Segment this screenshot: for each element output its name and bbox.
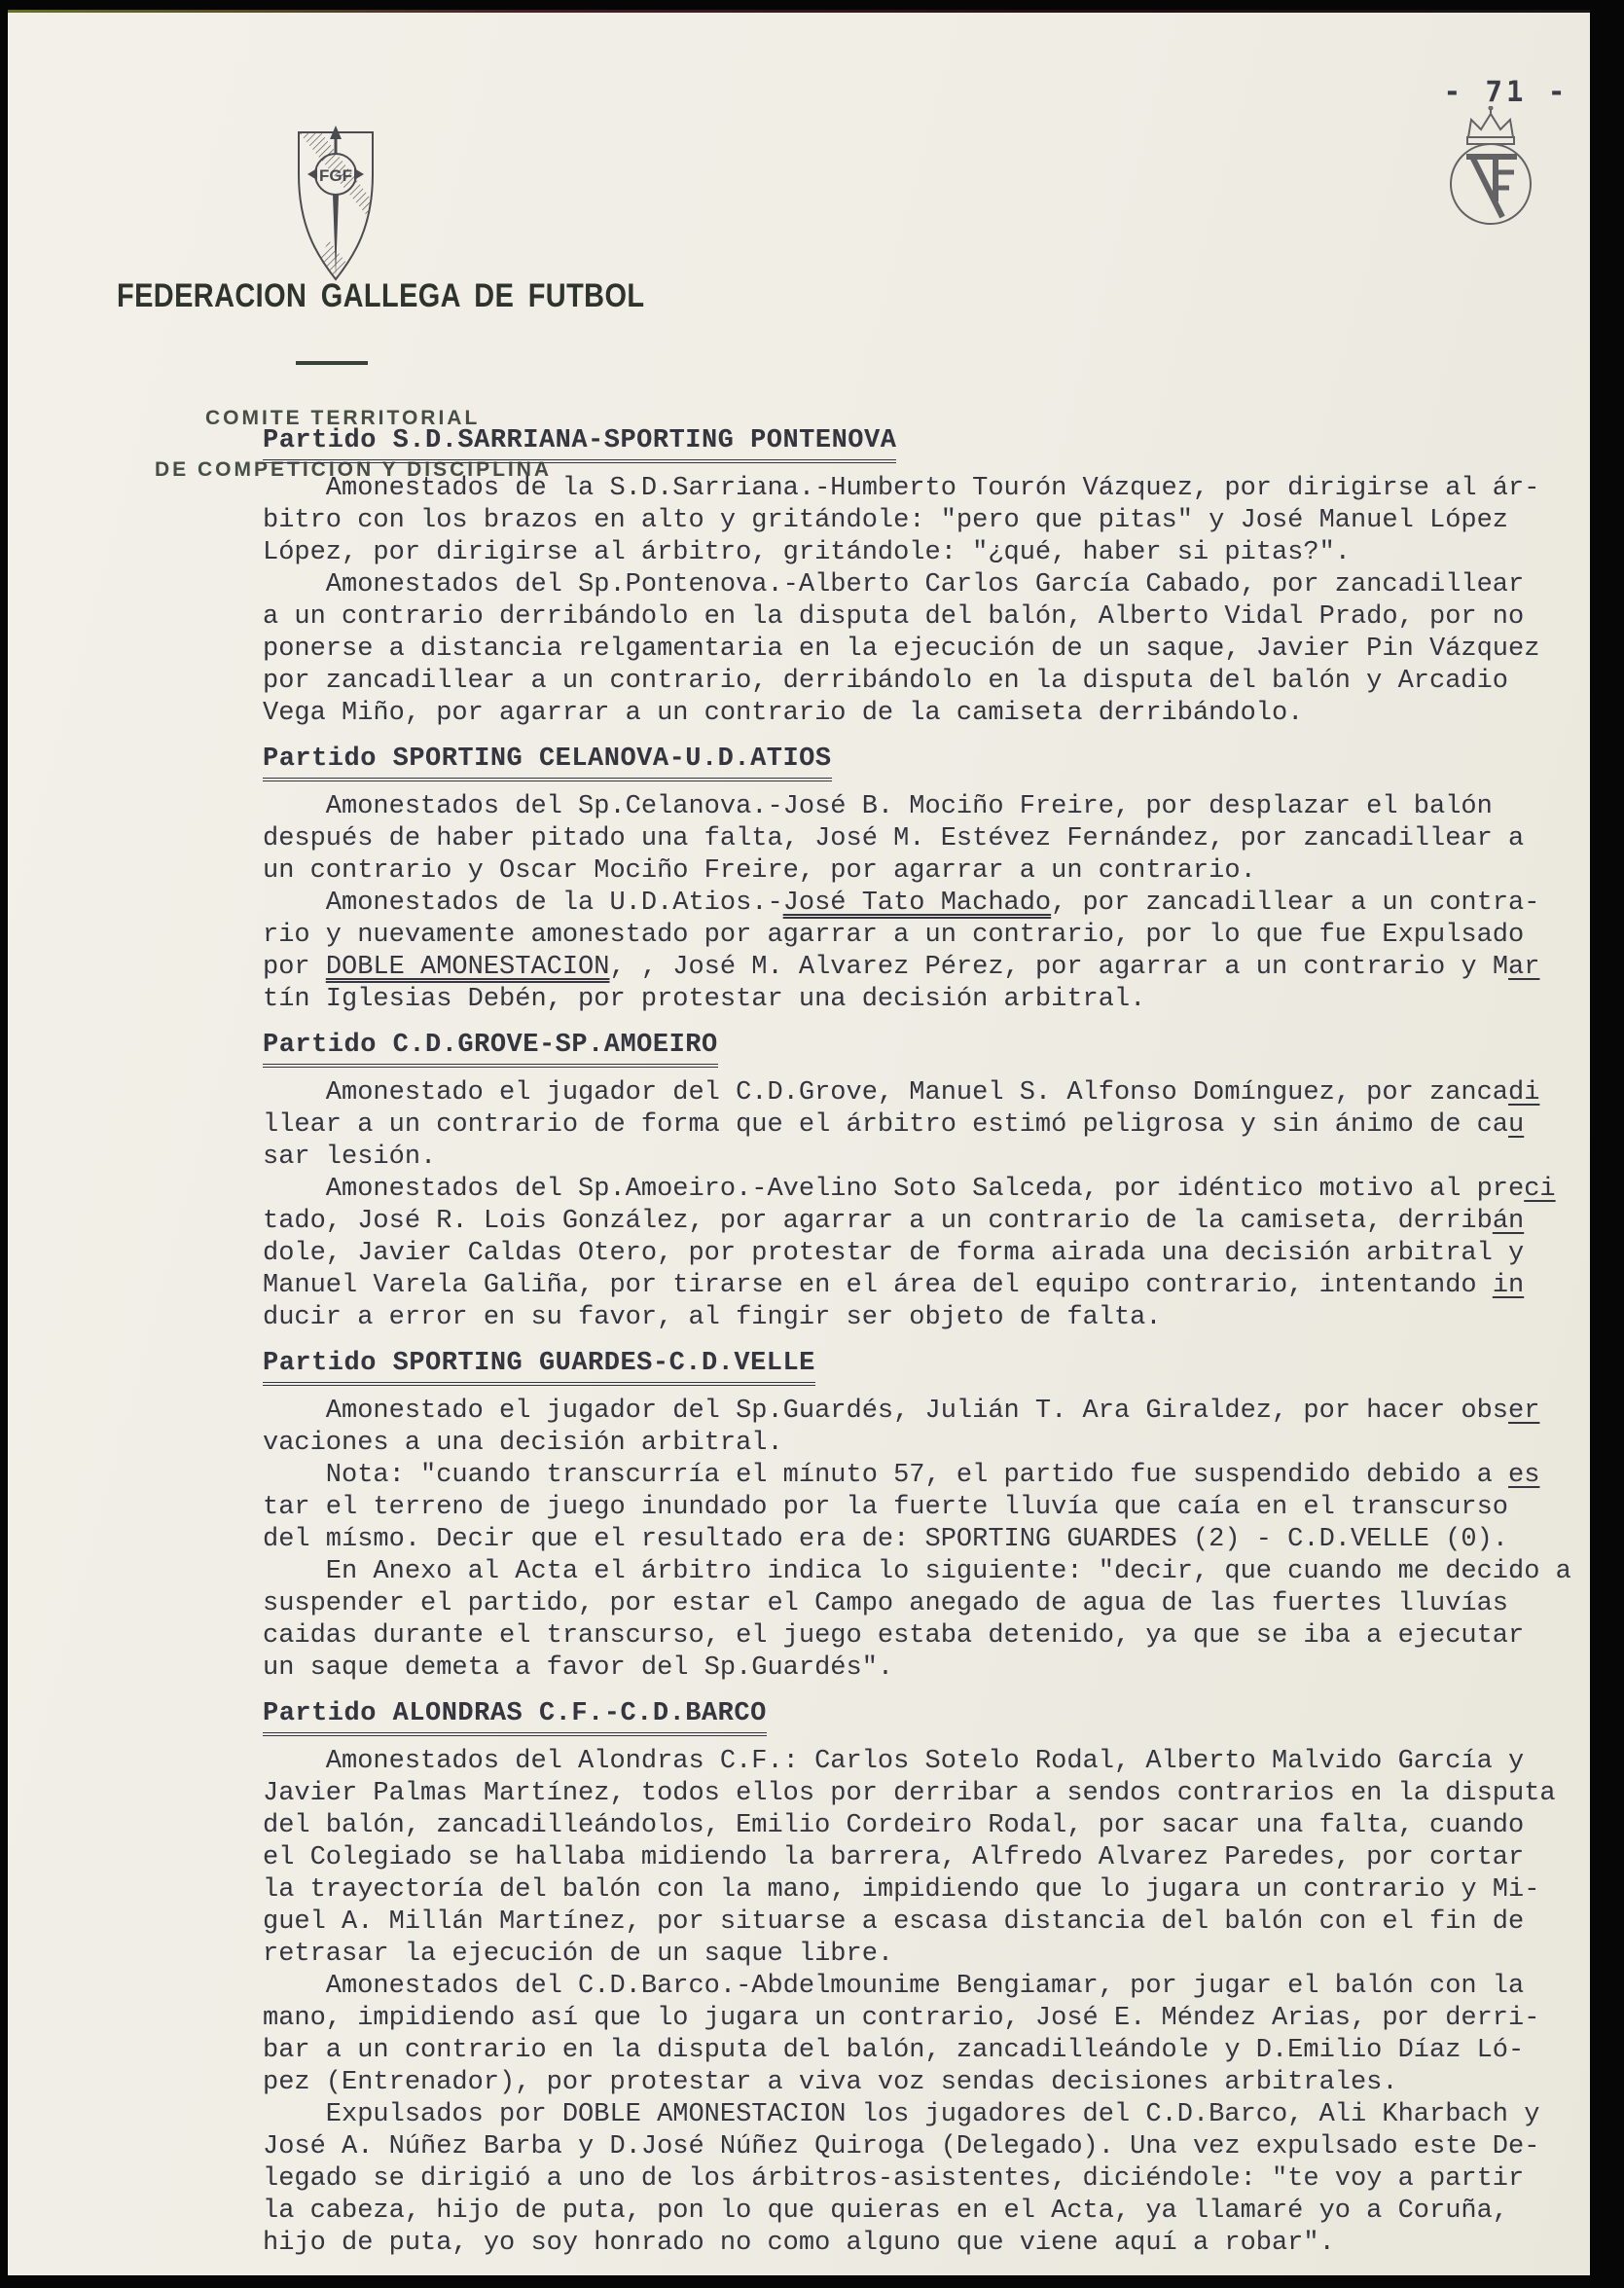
text-line: Nota: "cuando transcurría el mínuto 57, el partido fue suspendido debido a es [263, 1461, 1540, 1490]
text-line: tar el terreno de juego inundado por la fuerte lluvía que caía en el transcurso [263, 1493, 1509, 1522]
text-line: ducir a error en su favor, al fingir ser objeto de falta. [263, 1303, 1162, 1332]
text-line: después de haber pitado una falta, José M. Estévez Fernández, por zancadillear a [263, 824, 1525, 853]
double-underlined-text: José Tato Machado [782, 889, 1052, 918]
text-line: Amonestados del Alondras C.F.: Carlos Sotelo Rodal, Alberto Malvido García y [263, 1747, 1525, 1776]
section-heading-wrap [263, 1030, 1596, 1068]
text-line: Amonestado el jugador del C.D.Grove, Manuel S. Alfonso Domínguez, por zancadi [263, 1078, 1540, 1108]
text-line: mano, impidiendo así que lo jugara un contrario, José E. Méndez Arias, por derri- [263, 2004, 1540, 2033]
text-line: llear a un contrario de forma que el árbitro estimó peligrosa y sin ánimo de cau [263, 1110, 1525, 1140]
double-underlined-text: DOBLE AMONESTACION [325, 953, 610, 982]
section-heading-wrap [263, 1348, 1596, 1386]
underlined-text: ci [1524, 1175, 1556, 1204]
text-line: rio y nuevamente amonestado por agarrar a un contrario, por lo que fue Expulsado [263, 921, 1525, 950]
text-line: por DOBLE AMONESTACION, , José M. Alvarez Pérez, por agarrar a un contrario y Mar [263, 953, 1540, 982]
text-line: En Anexo al Acta el árbitro indica lo siguiente: "decir, que cuando me decido a [263, 1557, 1571, 1586]
underlined-text: ar [1508, 953, 1540, 982]
text-line: pez (Entrenador), por protestar a viva voz sendas decisiones arbitrales. [263, 2068, 1398, 2097]
text-line: guel A. Millán Martínez, por situarse a escasa distancia del balón con el fin de [263, 1907, 1525, 1937]
page-number: - 71 - [1443, 75, 1570, 108]
section-heading-wrap [263, 1698, 1596, 1736]
section-heading: Partido C.D.GROVE-SP.AMOEIRO [263, 1030, 718, 1068]
text-line: Amonestados del Sp.Celanova.-José B. Mociño Freire, por desplazar el balón [263, 792, 1493, 821]
text-line: la trayectoría del balón con la mano, impidiendo que lo jugara un contrario y Mi- [263, 1875, 1540, 1905]
text-line: del mísmo. Decir que el resultado era de: SPORTING GUARDES (2) - C.D.VELLE (0). [263, 1525, 1509, 1554]
text-line: tín Iglesias Debén, por protestar una decisión arbitral. [263, 985, 1146, 1014]
section-heading: Partido ALONDRAS C.F.-C.D.BARCO [263, 1698, 767, 1736]
text-line: un saque demeta a favor del Sp.Guardés". [263, 1653, 894, 1683]
text-line: hijo de puta, yo soy honrado no como alguno que viene aquí a robar". [263, 2229, 1335, 2258]
document-body [263, 412, 1596, 2260]
underlined-text: án [1492, 1207, 1525, 1236]
text-line: sar lesión. [263, 1143, 437, 1172]
text-line: a un contrario derribándolo en la disputa del balón, Alberto Vidal Prado, por no [263, 602, 1525, 632]
text-line: dole, Javier Caldas Otero, por protestar de forma airada una decisión arbitral y [263, 1239, 1525, 1268]
underlined-text: u [1508, 1110, 1525, 1140]
text-line: vaciones a una decisión arbitral. [263, 1429, 783, 1458]
text-line: ponerse a distancia relgamentaria en la ejecución de un saque, Javier Pin Vázquez [263, 635, 1540, 664]
text-line: Javier Palmas Martínez, todos ellos por derribar a sendos contrarios en la disputa [263, 1779, 1556, 1808]
text-line: retrasar la ejecución de un saque libre. [263, 1940, 894, 1969]
underlined-text: di [1508, 1078, 1540, 1108]
text-line: por zancadillear a un contrario, derribándolo en la disputa del balón y Arcadio [263, 667, 1509, 696]
text-line: Amonestado el jugador del Sp.Guardés, Julián T. Ara Giraldez, por hacer obser [263, 1397, 1540, 1426]
text-line: el Colegiado se hallaba midiendo la barrera, Alfredo Alvarez Paredes, por cortar [263, 1843, 1525, 1872]
scanned-page [8, 13, 1590, 2275]
section-heading: Partido SPORTING GUARDES-C.D.VELLE [263, 1348, 815, 1386]
underlined-text: er [1508, 1397, 1540, 1426]
section-heading: Partido SPORTING CELANOVA-U.D.ATIOS [263, 744, 832, 781]
text-line: tado, José R. Lois González, por agarrar a un contrario de la camiseta, derribán [263, 1207, 1525, 1236]
text-line: suspender el partido, por estar el Campo anegado de agua de las fuertes lluvías [263, 1589, 1509, 1618]
section-heading-wrap [263, 744, 1596, 781]
text-line: Amonestados de la U.D.Atios.-José Tato Machado, por zancadillear a un contra- [263, 889, 1540, 918]
text-line: López, por dirigirse al árbitro, gritándole: "¿qué, haber si pitas?". [263, 538, 1351, 567]
text-line: José A. Núñez Barba y D.José Núñez Quiroga (Delegado). Una vez expulsado este De- [263, 2132, 1540, 2161]
text-line: Amonestados del Sp.Amoeiro.-Avelino Soto Salceda, por idéntico motivo al preci [263, 1175, 1556, 1204]
text-line: bitro con los brazos en alto y gritándole: "pero que pitas" y José Manuel López [263, 506, 1509, 535]
text-line: Amonestados del Sp.Pontenova.-Alberto Carlos García Cabado, por zancadillear [263, 570, 1525, 599]
committee-line-2: DE COMPETICION Y DISCIPLINA [155, 458, 553, 481]
text-line: Vega Miño, por agarrar a un contrario de la camiseta derribándolo. [263, 699, 1304, 728]
underlined-text: in [1492, 1271, 1525, 1300]
committee-line-1: COMITE TERRITORIAL [205, 407, 481, 429]
text-line: del balón, zancadilleándolos, Emilio Cordeiro Rodal, por sacar una falta, cuando [263, 1811, 1525, 1840]
section-heading: Partido S.D.SARRIANA-SPORTING PONTENOVA [263, 425, 896, 463]
text-line: Amonestados del C.D.Barco.-Abdelmounime Bengiamar, por jugar el balón con la [263, 1972, 1525, 2001]
federation-crest-icon [1449, 106, 1533, 234]
letterhead-divider [296, 361, 368, 365]
section-heading-wrap [263, 425, 1596, 463]
text-line: legado se dirigió a uno de los árbitros-asistentes, diciéndole: "te voy a partir [263, 2164, 1525, 2194]
org-name: FEDERACION GALLEGA DE FUTBOL [117, 277, 645, 314]
text-line: Expulsados por DOBLE AMONESTACION los jugadores del C.D.Barco, Ali Kharbach y [263, 2100, 1540, 2129]
fgf-shield-icon [290, 124, 381, 292]
text-line: Manuel Varela Galiña, por tirarse en el área del equipo contrario, intentando in [263, 1271, 1525, 1300]
svg-text:FGF: FGF [319, 166, 352, 185]
text-line: caidas durante el transcurso, el juego estaba detenido, ya que se iba a ejecutar [263, 1621, 1525, 1651]
text-line: Amonestados de la S.D.Sarriana.-Humberto Tourón Vázquez, por dirigirse al ár- [263, 474, 1540, 503]
underlined-text: es [1508, 1461, 1540, 1490]
text-line: bar a un contrario en la disputa del balón, zancadilleándole y D.Emilio Díaz Ló- [263, 2036, 1525, 2065]
text-line: un contrario y Oscar Mociño Freire, por agarrar a un contrario. [263, 856, 1256, 886]
text-line: la cabeza, hijo de puta, pon lo que quieras en el Acta, ya llamaré yo a Coruña, [263, 2197, 1509, 2226]
